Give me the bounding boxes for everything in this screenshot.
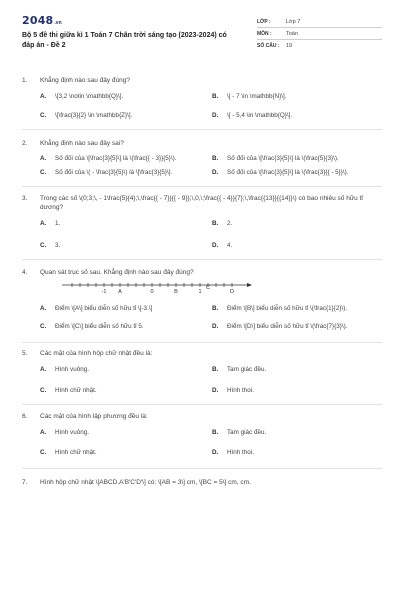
option-d[interactable]: [212, 449, 382, 458]
option-text: \[\frac{3}{2} \in \mathbb{Z}\].: [55, 111, 133, 119]
option-c[interactable]: [40, 387, 212, 396]
question-7: [22, 478, 382, 487]
option-d[interactable]: [212, 387, 382, 396]
header-left: [22, 14, 227, 50]
option-text: Tam giác đều.: [227, 428, 267, 436]
question-text: Trong các số \(0;3;\, - 1\frac{5}{4};\,\frac{{ - 7}}{{ - 9}};\,0,\;\frac{{ - 4}}{7};\,\frac{{13}}{{14}}\) có bao nhiêu số hữu tỉ dương?: [40, 195, 363, 212]
option-text: 4.: [227, 241, 233, 249]
option-letter: C.: [40, 449, 47, 457]
option-text: Số đối của \[\frac{3}{5}\] là \(\frac{3}{{ - 5}}\).: [227, 169, 349, 177]
option-text: Hình thoi.: [227, 449, 254, 457]
option-text: Điểm \[B\] biểu diễn số hữu tỉ \(\frac{1}{2}\).: [227, 304, 348, 312]
number-line: [62, 281, 252, 299]
brand-logo[interactable]: [22, 14, 227, 27]
option-letter: C.: [40, 386, 47, 394]
option-text: Điểm \[C\] biểu diễn số hữu tỉ 5.: [55, 323, 144, 331]
info-label: SỐ CÂU :: [257, 43, 280, 49]
option-text: Số đối của \[\frac{3}{5}\] là \(\frac{{ - 3}}{5}\).: [55, 154, 177, 162]
option-letter: A.: [40, 220, 47, 228]
option-letter: A.: [40, 366, 47, 374]
option-d[interactable]: [212, 242, 382, 251]
option-text: Số đối của \[\frac{3}{5}\] là \(\frac{5}{3}\).: [227, 154, 339, 162]
info-value: 19: [286, 43, 293, 49]
option-letter: A.: [40, 154, 47, 162]
option-c[interactable]: [40, 323, 212, 332]
option-a[interactable]: [40, 93, 212, 102]
option-text: Điểm \[D\] biểu diễn số hữu tỉ \(\frac{7}{3}\).: [227, 323, 348, 331]
divider: [22, 186, 382, 187]
option-text: 3.: [55, 241, 61, 249]
divider: [22, 342, 382, 343]
question-text: Quan sát trục số sau. Khẳng định nào sau đây đúng?: [40, 268, 194, 276]
brand-sub: .vn: [54, 20, 62, 26]
divider: [22, 259, 382, 260]
number-line-axis: [62, 281, 252, 291]
info-row-subject: [257, 28, 382, 40]
option-letter: B.: [212, 154, 219, 162]
option-letter: B.: [212, 93, 219, 100]
option-text: \[3,2 \notin \mathbb{Q}\].: [55, 93, 124, 100]
question-3: [22, 194, 382, 250]
option-text: Hình vuông.: [55, 428, 89, 436]
number-line-label: 0: [150, 288, 154, 295]
info-value: Toán: [286, 30, 298, 37]
option-letter: D.: [212, 449, 219, 457]
question-text: Khẳng định nào sau đây đúng?: [40, 77, 130, 84]
divider: [22, 404, 382, 405]
number-line-label: B: [174, 288, 178, 295]
question-number: 2.: [22, 139, 28, 147]
option-text: Hình thoi.: [227, 386, 254, 394]
number-line-label: C: [206, 284, 210, 291]
option-a[interactable]: [40, 366, 212, 375]
option-a[interactable]: [40, 155, 212, 164]
option-b[interactable]: [212, 220, 382, 229]
option-letter: C.: [40, 169, 47, 177]
question-number: 6.: [22, 412, 28, 420]
option-letter: D.: [212, 323, 219, 331]
number-line-label: D: [230, 288, 234, 295]
info-label: LỚP :: [257, 18, 271, 25]
info-row-count: [257, 40, 382, 52]
info-row-class: [257, 16, 382, 28]
option-letter: D.: [212, 241, 219, 249]
option-letter: B.: [212, 220, 219, 228]
question-number: 3.: [22, 195, 28, 203]
divider: [22, 129, 382, 130]
option-letter: D.: [212, 111, 219, 119]
number-line-label: -1: [101, 288, 107, 295]
option-letter: B.: [212, 366, 219, 374]
option-d[interactable]: [212, 323, 382, 332]
question-6: [22, 412, 382, 458]
option-text: Hình vuông.: [55, 366, 89, 374]
option-letter: D.: [212, 386, 219, 394]
question-text: Các mặt của hình hộp chữ nhật đều là:: [40, 350, 153, 358]
option-a[interactable]: [40, 305, 212, 314]
option-text: \[ - 7 \in \mathbb{N}\].: [227, 93, 287, 100]
option-letter: B.: [212, 304, 219, 312]
option-a[interactable]: [40, 429, 212, 438]
option-text: Tam giác đều.: [227, 366, 267, 374]
info-label: MÔN :: [257, 30, 272, 37]
option-c[interactable]: [40, 449, 212, 458]
header: [22, 14, 382, 52]
question-2: [22, 139, 382, 178]
divider: [22, 468, 382, 469]
question-number: 7.: [22, 478, 28, 486]
option-text: 1.: [55, 220, 61, 228]
question-text: Các mặt của hình lập phương đều là:: [40, 412, 148, 420]
option-b[interactable]: [212, 155, 382, 164]
option-text: 2.: [227, 220, 233, 228]
option-text: Hình chữ nhật.: [55, 449, 97, 457]
info-value: Lớp 7: [286, 18, 301, 25]
option-letter: A.: [40, 304, 47, 312]
option-b[interactable]: [212, 366, 382, 375]
option-text: Điểm \[A\] biểu diễn số hữu tỉ \[-3.\]: [55, 304, 153, 312]
option-c[interactable]: [40, 169, 212, 178]
option-letter: D.: [212, 169, 219, 177]
question-number: 1.: [22, 77, 28, 84]
option-letter: C.: [40, 111, 47, 119]
option-text: Số đối của \( - \frac{3}{5}\) là \[\frac{3}{5}\].: [55, 169, 173, 177]
option-c[interactable]: [40, 242, 212, 251]
question-4: [22, 268, 382, 332]
info-panel: [257, 16, 382, 52]
question-text: Hình hộp chữ nhật \[ABCD.A'B'C'D'\] có: \[AB = 3\] cm, \[BC = 5\] cm, cm.: [40, 478, 251, 486]
question-number: 5.: [22, 350, 28, 358]
option-letter: C.: [40, 241, 47, 249]
question-5: [22, 349, 382, 395]
option-text: \[ - 5,4 \in \mathbb{Q}\].: [227, 111, 293, 119]
brand-main: 2048: [22, 14, 54, 27]
question-number: 4.: [22, 268, 28, 276]
option-c[interactable]: [40, 112, 212, 121]
question-1: [22, 76, 382, 120]
option-d[interactable]: [212, 169, 382, 178]
number-line-label: 1: [198, 288, 202, 295]
question-text: Khẳng định nào sau đây sai?: [40, 139, 124, 147]
option-b[interactable]: [212, 93, 382, 102]
option-b[interactable]: [212, 429, 382, 438]
option-letter: B.: [212, 428, 219, 436]
option-a[interactable]: [40, 220, 212, 229]
number-line-label: A: [118, 288, 122, 295]
option-b[interactable]: [212, 305, 382, 314]
option-letter: C.: [40, 323, 47, 331]
document-title: Bộ 5 đề thi giữa kì 1 Toán 7 Chân trời sáng tạo (2023-2024) có đáp án - Đề 2: [22, 32, 227, 49]
option-d[interactable]: [212, 112, 382, 121]
option-letter: A.: [40, 93, 47, 100]
option-letter: A.: [40, 428, 47, 436]
option-text: Hình chữ nhật.: [55, 386, 97, 394]
